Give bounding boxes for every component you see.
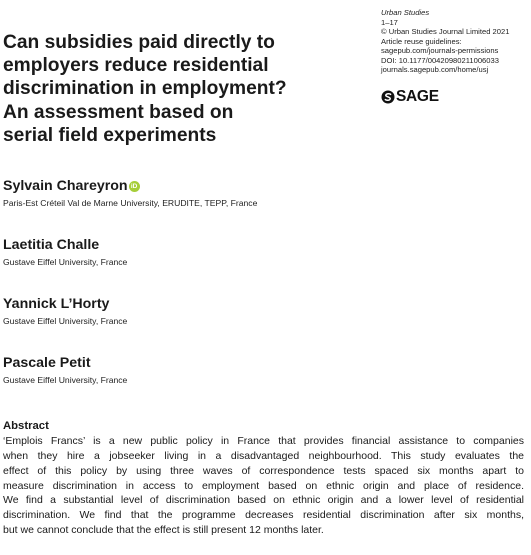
reuse-label: Article reuse guidelines: (381, 36, 462, 46)
reuse-link[interactable]: sagepub.com/journals-permissions (381, 46, 499, 56)
author-affiliation: Gustave Eiffel University, France (3, 257, 128, 267)
author-affiliation: Gustave Eiffel University, France (3, 316, 128, 326)
abstract-line: when they hire a jobseeker living in a disadvantaged neighbourhood. This study evaluates the (3, 449, 524, 462)
journal-copyright: © Urban Studies Journal Limited 2021 (381, 27, 510, 37)
article-title (3, 31, 323, 147)
author-block (3, 178, 423, 209)
author-name[interactable]: Sylvain Chareyron iD (3, 178, 423, 195)
journal-info (381, 8, 531, 75)
author-block (3, 355, 423, 386)
abstract-line: discrimination. We find that the programme decreases residential discrimination after six months, (3, 509, 524, 522)
abstract-line: ‘Emplois Francs’ is a new public policy in France that provides financial assistance to companies (3, 435, 524, 447)
title-line: serial field experiments (3, 124, 217, 146)
abstract-body (3, 434, 524, 538)
author-block (3, 237, 423, 268)
author-name[interactable]: Yannick L’Horty (3, 296, 110, 312)
abstract-line: effect of this policy by using three waves of correspondence tests spaced six months apart to (3, 464, 524, 477)
abstract-line: measure discrimination in access to employment based on ethnic origin and place of residence. (3, 479, 524, 492)
abstract-section (3, 419, 524, 538)
sage-s-icon (381, 90, 395, 104)
author-name[interactable]: Pascale Petit (3, 355, 91, 371)
title-line: discrimination in employment? (3, 78, 287, 100)
author-affiliation: Gustave Eiffel University, France (3, 375, 128, 385)
abstract-heading: Abstract (3, 420, 49, 432)
sage-logo (381, 88, 439, 106)
author-block (3, 296, 423, 327)
abstract-line: but we cannot conclude that the effect is still present 12 months later. (3, 524, 324, 537)
title-line: Can subsidies paid directly to (3, 32, 275, 53)
author-name[interactable]: Laetitia Challe (3, 237, 100, 253)
journal-pages: 1–17 (381, 17, 398, 27)
title-line: employers reduce residential (3, 55, 269, 77)
author-affiliation: Paris-Est Créteil Val de Marne University, ERUDITE, TEPP, France (3, 198, 258, 208)
journal-home-link[interactable]: journals.sagepub.com/home/usj (381, 65, 489, 75)
title-line: An assessment based on (3, 101, 234, 123)
orcid-icon[interactable]: iD (129, 181, 140, 192)
abstract-line: We find a substantial level of discrimination based on ethnic origin and a lower level of residential (3, 494, 524, 507)
sage-wordmark: SAGE (396, 88, 439, 105)
journal-name: Urban Studies (381, 8, 430, 17)
doi[interactable]: DOI: 10.1177/00420980211006033 (381, 55, 499, 65)
